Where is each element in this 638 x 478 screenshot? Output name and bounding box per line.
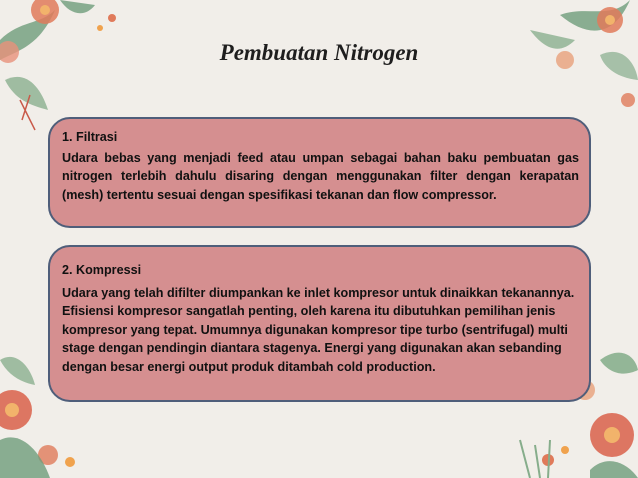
section-heading: 2. Kompressi bbox=[62, 263, 142, 277]
section-heading: 1. Filtrasi bbox=[62, 130, 118, 144]
section-card-kompressi bbox=[48, 245, 591, 402]
section-body: Udara yang telah difilter diumpankan ke inlet kompresor untuk dinaikkan tekanannya. Efisiensi kompresor sangatlah penting, oleh karena itu dibutuhkan pemilihan jenis kompresor yang tepat. Umumnya digunakan kompresor tipe turbo (sentrifugal) multi stage dengan pendingin diantara stagenya. Energi yang digunakan akan sebanding dengan besar energi output produk ditambah cold production. bbox=[62, 285, 575, 374]
section-body: Udara bebas yang menjadi feed atau umpan sebagai bahan baku pembuatan gas nitrogen terlebih dahulu disaring dengan menggunakan filter dengan kerapatan (mesh) tertentu sesuai dengan spesifikasi tekanan dan flow compressor. bbox=[62, 150, 579, 202]
section-card-filtrasi bbox=[48, 117, 591, 228]
page-title: Pembuatan Nitrogen bbox=[219, 40, 419, 65]
